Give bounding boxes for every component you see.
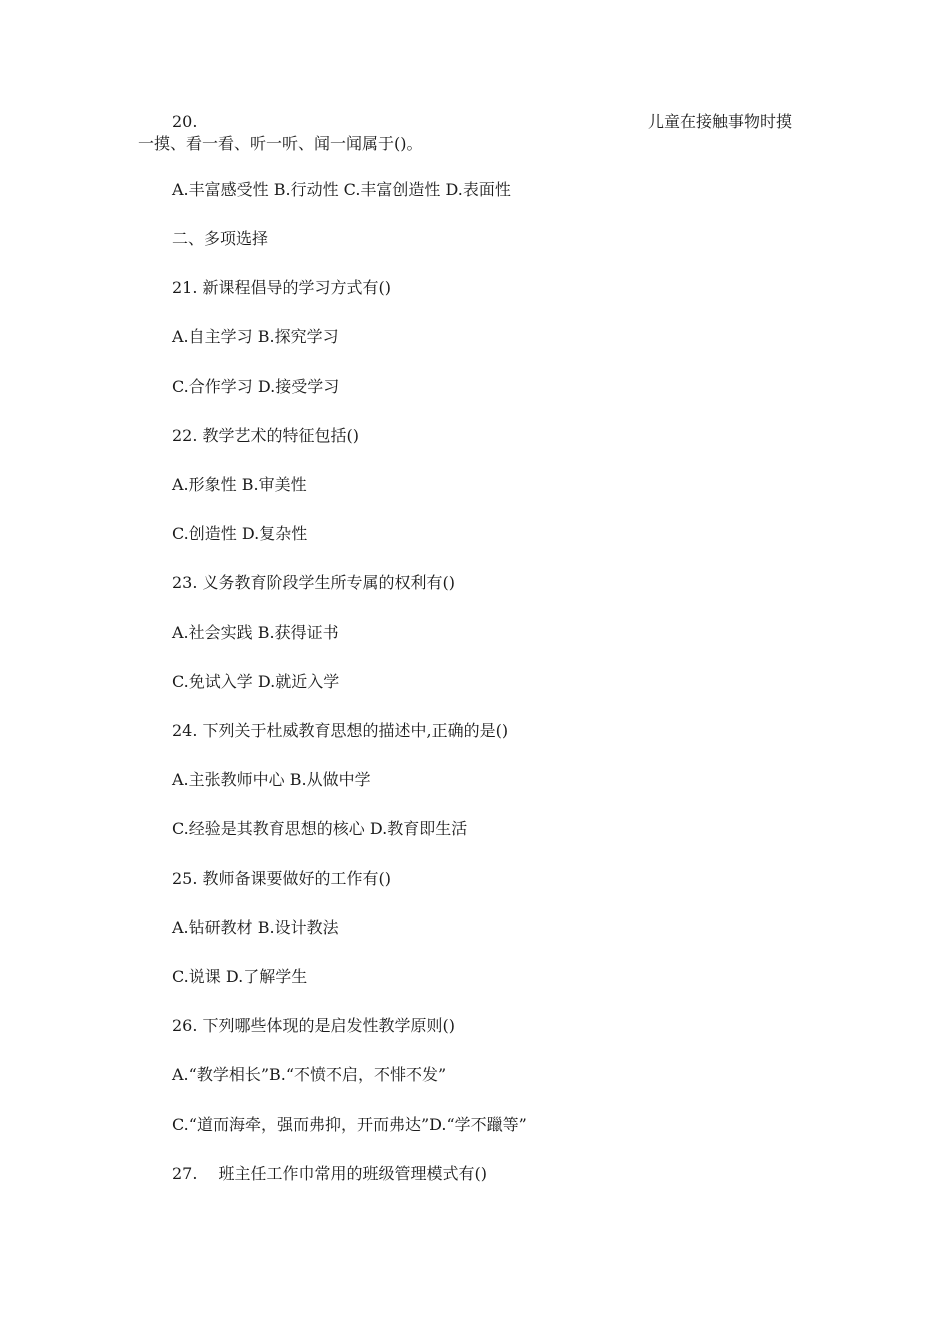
question-21-options-ab: A.自主学习 B.探究学习 bbox=[172, 327, 339, 346]
question-23-options-ab: A.社会实践 B.获得证书 bbox=[172, 623, 339, 642]
question-25-options-cd: C.说课 D.了解学生 bbox=[172, 967, 308, 986]
question-21-options-cd: C.合作学习 D.接受学习 bbox=[172, 377, 340, 396]
question-24-options-cd: C.经验是其教育思想的核心 D.教育即生活 bbox=[172, 819, 468, 838]
question-22-stem: 22. 教学艺术的特征包括() bbox=[172, 426, 360, 445]
section-heading: 二、多项选择 bbox=[172, 229, 269, 248]
question-26-options-cd: C.“道而海牵，强而弗抑，开而弗达”D.“学不躐等” bbox=[172, 1115, 527, 1134]
question-23-stem: 23. 义务教育阶段学生所专属的权利有() bbox=[172, 573, 456, 592]
question-25-options-ab: A.钻研教材 B.设计教法 bbox=[172, 918, 339, 937]
question-22-options-cd: C.创造性 D.复杂性 bbox=[172, 524, 308, 543]
question-27-stem: 27. 班主任工作巾常用的班级管理模式有() bbox=[172, 1164, 488, 1183]
question-20-text-part1: 儿童在接触事物时摸 bbox=[648, 112, 793, 131]
question-26-options-ab: A.“教学相长”B.“不愤不启，不悱不发” bbox=[172, 1065, 447, 1084]
question-20-text-part2: 一摸、看一看、听一听、闻一闻属于()。 bbox=[138, 134, 423, 153]
question-22-options-ab: A.形象性 B.审美性 bbox=[172, 475, 307, 494]
question-25-stem: 25. 教师备课要做好的工作有() bbox=[172, 869, 392, 888]
question-24-options-ab: A.主张教师中心 B.从做中学 bbox=[172, 770, 371, 789]
question-20-options: A.丰富感受性 B.行动性 C.丰富创造性 D.表面性 bbox=[172, 180, 511, 199]
question-21-stem: 21. 新课程倡导的学习方式有() bbox=[172, 278, 392, 297]
question-24-stem: 24. 下列关于杜威教育思想的描述中,正确的是() bbox=[172, 721, 509, 740]
question-23-options-cd: C.免试入学 D.就近入学 bbox=[172, 672, 340, 691]
question-20-number: 20. bbox=[172, 112, 198, 131]
question-26-stem: 26. 下列哪些体现的是启发性教学原则() bbox=[172, 1016, 456, 1035]
